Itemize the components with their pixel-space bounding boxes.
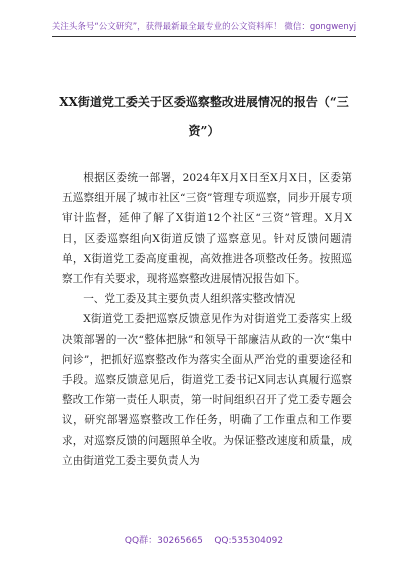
document-title-line-1: XX街道党工委关于区委巡察整改进展情况的报告（“三 [59, 95, 349, 109]
section-heading: 一、党工委及其主要负责人组织落实整改情况 [83, 293, 296, 306]
document-title-line-2: 资”） [188, 124, 220, 138]
header-promo-text: 关注头条号“公文研究”，获得最新最全最专业的公文资料库！ 微信：gongwenyj [51, 22, 357, 32]
header-divider [52, 36, 356, 37]
document-body [62, 168, 352, 471]
paragraph-section-1: X街道党工委把巡察反馈意见作为对街道党工委落实上级决策部署的一次“整体把脉”和领导干部廉洁从政的一次“集中问诊”，把抓好巡察整改作为落实全面从严治党的重要途径和手段。巡察反馈意见后，街道党工委书记X同志认真履行巡察整改工作第一责任人职责，第一时间组织召开了党工委专题会议，研究部署巡察整改工作任务，明确了工作重点和工作要求，对巡察反馈的问题照单全收。为保证整改速度和质量，成立由街道党工委主要负责人为 [62, 313, 352, 467]
paragraph-intro: 根据区委统一部署，2024年X月X日至X月X日，区委第五巡察组开展了城市社区“三资”管理专项巡察，同步开展专项审计监督，延伸了解了X街道12个社区“三资”管理。X月X日，区委巡察组向X街道反馈了巡察意见。针对反馈问题清单，X街道党工委高度重视，高效推进各项整改任务。按照巡察工作有关要求，现将巡察整改进展情况报告如下。 [62, 172, 352, 286]
footer-contact: QQ群：30265665 QQ:535304092 [124, 536, 284, 546]
